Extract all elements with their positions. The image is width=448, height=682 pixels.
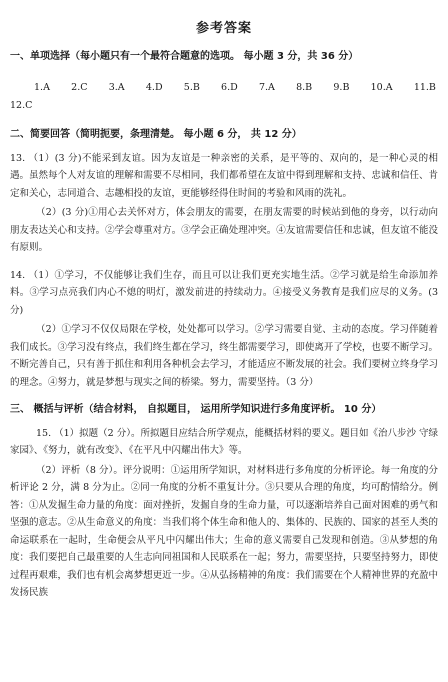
- answer-item: 9.B: [333, 82, 350, 93]
- section-heading-2: 二、简要回答（简明扼要，条理清楚。 每小题 6 分， 共 12 分）: [10, 129, 302, 140]
- answer-item: 8.B: [296, 82, 313, 93]
- section-heading-3: 三、 概括与评析（结合材料， 自拟题目， 运用所学知识进行多角度评析。 10 分）: [10, 404, 382, 415]
- answer-item: 6.D: [221, 82, 238, 93]
- answer-item: 4.D: [145, 82, 163, 93]
- q14-part1: 14. （1）①学习，不仅能够让我们生存，而且可以让我们更充实地生活。②学习就是给生命添加养料。③学习点亮我们内心不熄的明灯，激发前进的持续动力。④接受义务教育是我们应尽的义务。(3 分): [10, 269, 438, 316]
- q13-part1: 13. （1）(3 分)不能采到友谊。因为友谊是一种亲密的关系，是平等的、双向的，是一种心灵的相遇。虽然每个人对友谊的理解和需要不尽相同，我们都希望在友谊中得到理解和支持、忠诚和信任、肯定和关心，志同道合、志趣相投的友谊，更能够经得住时间的考验和风雨的洗礼。: [10, 152, 438, 199]
- answer-item: 1.A: [34, 82, 50, 93]
- q14-part2: （2）①学习不仅仅局限在学校，处处都可以学习。②学习需要自觉、主动的态度。学习伴随着我们成长。③学习没有终点，我们终生都在学习，终生都需要学习，即使离开了学校，也要不断学习。不断完善自己，只有善于抓住和利用各种机会去学习，才能适应不断发展的社会。我们要树立终身学习的理念。④努力，就是梦想与现实之间的桥梁。努力，需要坚持。（3 分）: [10, 324, 438, 388]
- q15-part1: 15. （1）拟题（2 分）。所拟题目应结合所学观点，能概括材料的要义。题目如《治八步沙 守绿家园》、《努力，就有改变》、《在平凡中闪耀出伟大》等。: [10, 427, 439, 456]
- answer-item: 2.C: [71, 82, 88, 93]
- page-title: 参考答案: [195, 21, 252, 36]
- answer-item: 7.A: [258, 82, 275, 93]
- section-heading-1: 一、单项选择（每小题只有一个最符合题意的选项。 每小题 3 分，共 36 分）: [10, 50, 359, 62]
- answer-item: 3.A: [108, 82, 125, 93]
- answer-item: 5.B: [183, 82, 200, 93]
- answer-list: [10, 79, 438, 97]
- q15-part2: （2）评析（8 分）。评分说明：①运用所学知识，对材料进行多角度的分析评论。每一角度的分析评论 2 分，满 8 分为止。②同一角度的分析不重复计分。③只要从合理的角度，均可酌情给分。例答：①从发掘生命力量的角度：面对挫折，发掘自身的生命力量，可以逐渐培养自己面对困难的勇气和坚强的意志。②从生命意义的角度：当我们将个体生命和他人的、集体的、民族的、国家的甚至人类的命运联系在一起时，生命便会从平凡中闪耀出伟大；生命的意义需要自己发现和创造。③从梦想的角度：我们要把自己最重要的人生志向同祖国和人民联系在一起；努力，需要坚持，只要坚持努力，即使过程再艰难，我们也有机会离梦想更近一步。④从弘扬精神的角度：我们需要在个人精神世界的充盈中发扬民族: [10, 464, 438, 598]
- q13-part2: （2）(3 分)①用心去关怀对方，体会朋友的需要，在朋友需要的时候站到他的身旁，以行动向朋友表达关心和支持。②学会尊重对方。③学会正确处理冲突。④友谊需要信任和忠诚，但友谊不能没有原则。: [10, 207, 438, 253]
- answer-list-continued: [10, 97, 438, 115]
- answer-item: 12.C: [10, 99, 33, 111]
- answer-item: 11.B: [413, 82, 436, 93]
- answer-item: 10.A: [370, 82, 393, 93]
